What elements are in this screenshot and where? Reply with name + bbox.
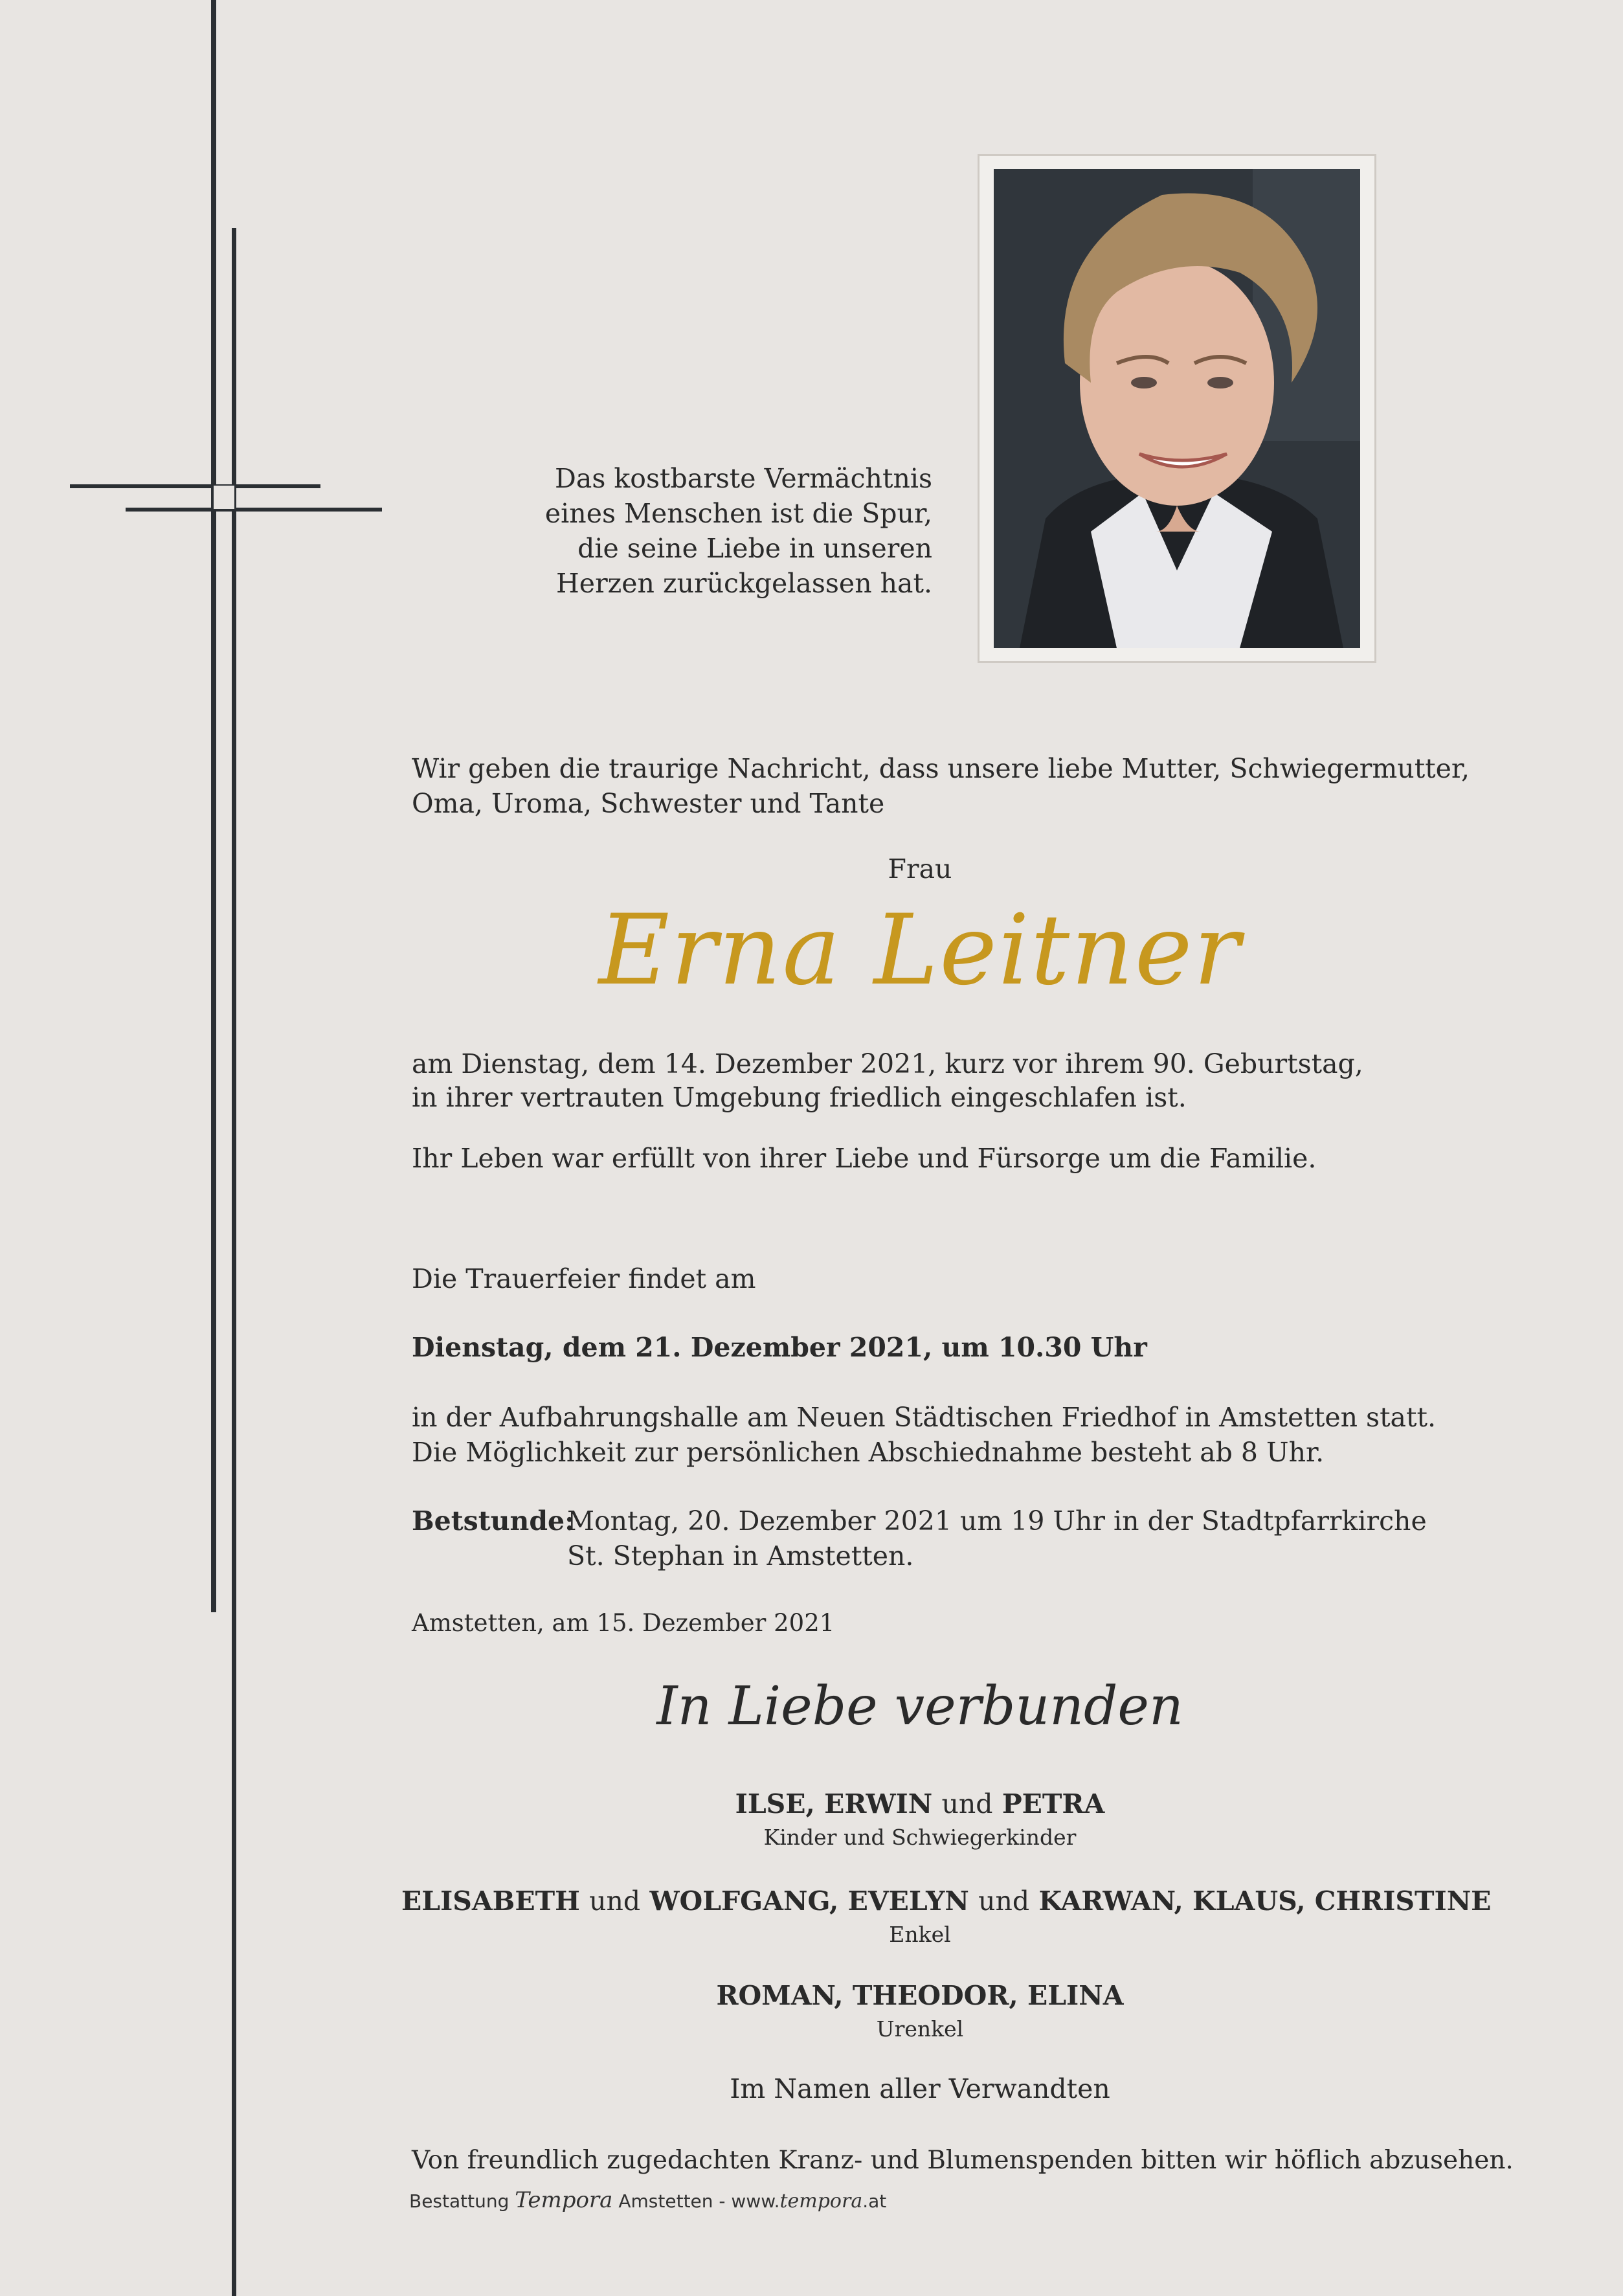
quote-line: Das kostbarste Vermächtnis bbox=[555, 463, 932, 494]
ceremony-intro: Die Trauerfeier findet am bbox=[412, 1263, 756, 1294]
cross-upper-horizontal bbox=[70, 484, 320, 488]
grandchildren-und-2: und bbox=[978, 1885, 1030, 1917]
prayer-line-2: St. Stephan in Amstetten. bbox=[567, 1540, 914, 1571]
memorial-quote bbox=[505, 461, 932, 601]
quote-line: Herzen zurückgelassen hat. bbox=[556, 568, 932, 599]
grandchildren-und-1: und bbox=[589, 1885, 641, 1917]
cross-gap bbox=[214, 486, 234, 509]
portrait-image bbox=[994, 169, 1360, 648]
children-role: Kinder und Schwiegerkinder bbox=[763, 1825, 1077, 1850]
grandchildren-role: Enkel bbox=[889, 1922, 951, 1947]
great-grandchildren-names: ROMAN, THEODOR, ELINA bbox=[716, 1980, 1124, 2011]
cross-long-vertical bbox=[211, 0, 216, 1612]
death-line-1: am Dienstag, dem 14. Dezember 2021, kurz vor ihrem 90. Geburtstag, bbox=[412, 1048, 1363, 1079]
deceased-name: Erna Leitner bbox=[598, 894, 1242, 1007]
funeral-home-footer bbox=[409, 2187, 886, 2213]
children-und: und bbox=[941, 1788, 993, 1819]
grandchildren-names-c: KARWAN, KLAUS, CHRISTINE bbox=[1038, 1885, 1492, 1917]
footer-prefix: Bestattung bbox=[409, 2190, 509, 2212]
cross-right-vertical bbox=[232, 228, 236, 2296]
great-grandchildren-role: Urenkel bbox=[876, 2016, 964, 2042]
portrait-frame bbox=[978, 154, 1376, 663]
announcement-line-1: Wir geben die traurige Nachricht, dass unsere liebe Mutter, Schwiegermutter, bbox=[412, 753, 1470, 784]
place-date: Amstetten, am 15. Dezember 2021 bbox=[412, 1609, 835, 1637]
ceremony-place-1: in der Aufbahrungshalle am Neuen Städtischen Friedhof in Amstetten statt. bbox=[412, 1402, 1436, 1433]
cross-lower-horizontal bbox=[126, 508, 382, 512]
salutation: Frau bbox=[888, 853, 952, 884]
prayer-line-1: Montag, 20. Dezember 2021 um 19 Uhr in der Stadtpfarrkirche bbox=[567, 1505, 1427, 1536]
grandchildren-names-b: WOLFGANG, EVELYN bbox=[649, 1885, 969, 1917]
footer-brand: Tempora bbox=[515, 2187, 613, 2213]
grandchildren-names bbox=[401, 1885, 1492, 1917]
relatives-line: Im Namen aller Verwandten bbox=[730, 2073, 1110, 2104]
quote-line: eines Menschen ist die Spur, bbox=[544, 498, 932, 529]
children-names-a: ILSE, ERWIN bbox=[735, 1788, 933, 1819]
ceremony-place-2: Die Möglichkeit zur persönlichen Abschiednahme besteht ab 8 Uhr. bbox=[412, 1437, 1325, 1468]
children-names bbox=[412, 1788, 1428, 1819]
footer-url-brand: tempora bbox=[779, 2190, 863, 2212]
grandchildren-names-a: ELISABETH bbox=[401, 1885, 580, 1917]
prayer-label: Betstunde: bbox=[412, 1505, 575, 1536]
flowers-note: Von freundlich zugedachten Kranz- und Blumenspenden bitten wir höflich abzusehen. bbox=[412, 2146, 1514, 2175]
announcement-line-2: Oma, Uroma, Schwester und Tante bbox=[412, 788, 885, 819]
footer-suffix: Amstetten - www. bbox=[618, 2190, 780, 2212]
portrait-photo bbox=[994, 169, 1360, 648]
life-statement: Ihr Leben war erfüllt von ihrer Liebe und Fürsorge um die Familie. bbox=[412, 1143, 1317, 1174]
quote-line: die seine Liebe in unseren bbox=[577, 533, 932, 564]
closing-phrase: In Liebe verbunden bbox=[656, 1676, 1183, 1737]
children-names-b: PETRA bbox=[1002, 1788, 1105, 1819]
ceremony-date: Dienstag, dem 21. Dezember 2021, um 10.30 Uhr bbox=[412, 1332, 1147, 1363]
footer-tld: .at bbox=[862, 2190, 887, 2212]
death-line-2: in ihrer vertrauten Umgebung friedlich eingeschlafen ist. bbox=[412, 1082, 1187, 1113]
